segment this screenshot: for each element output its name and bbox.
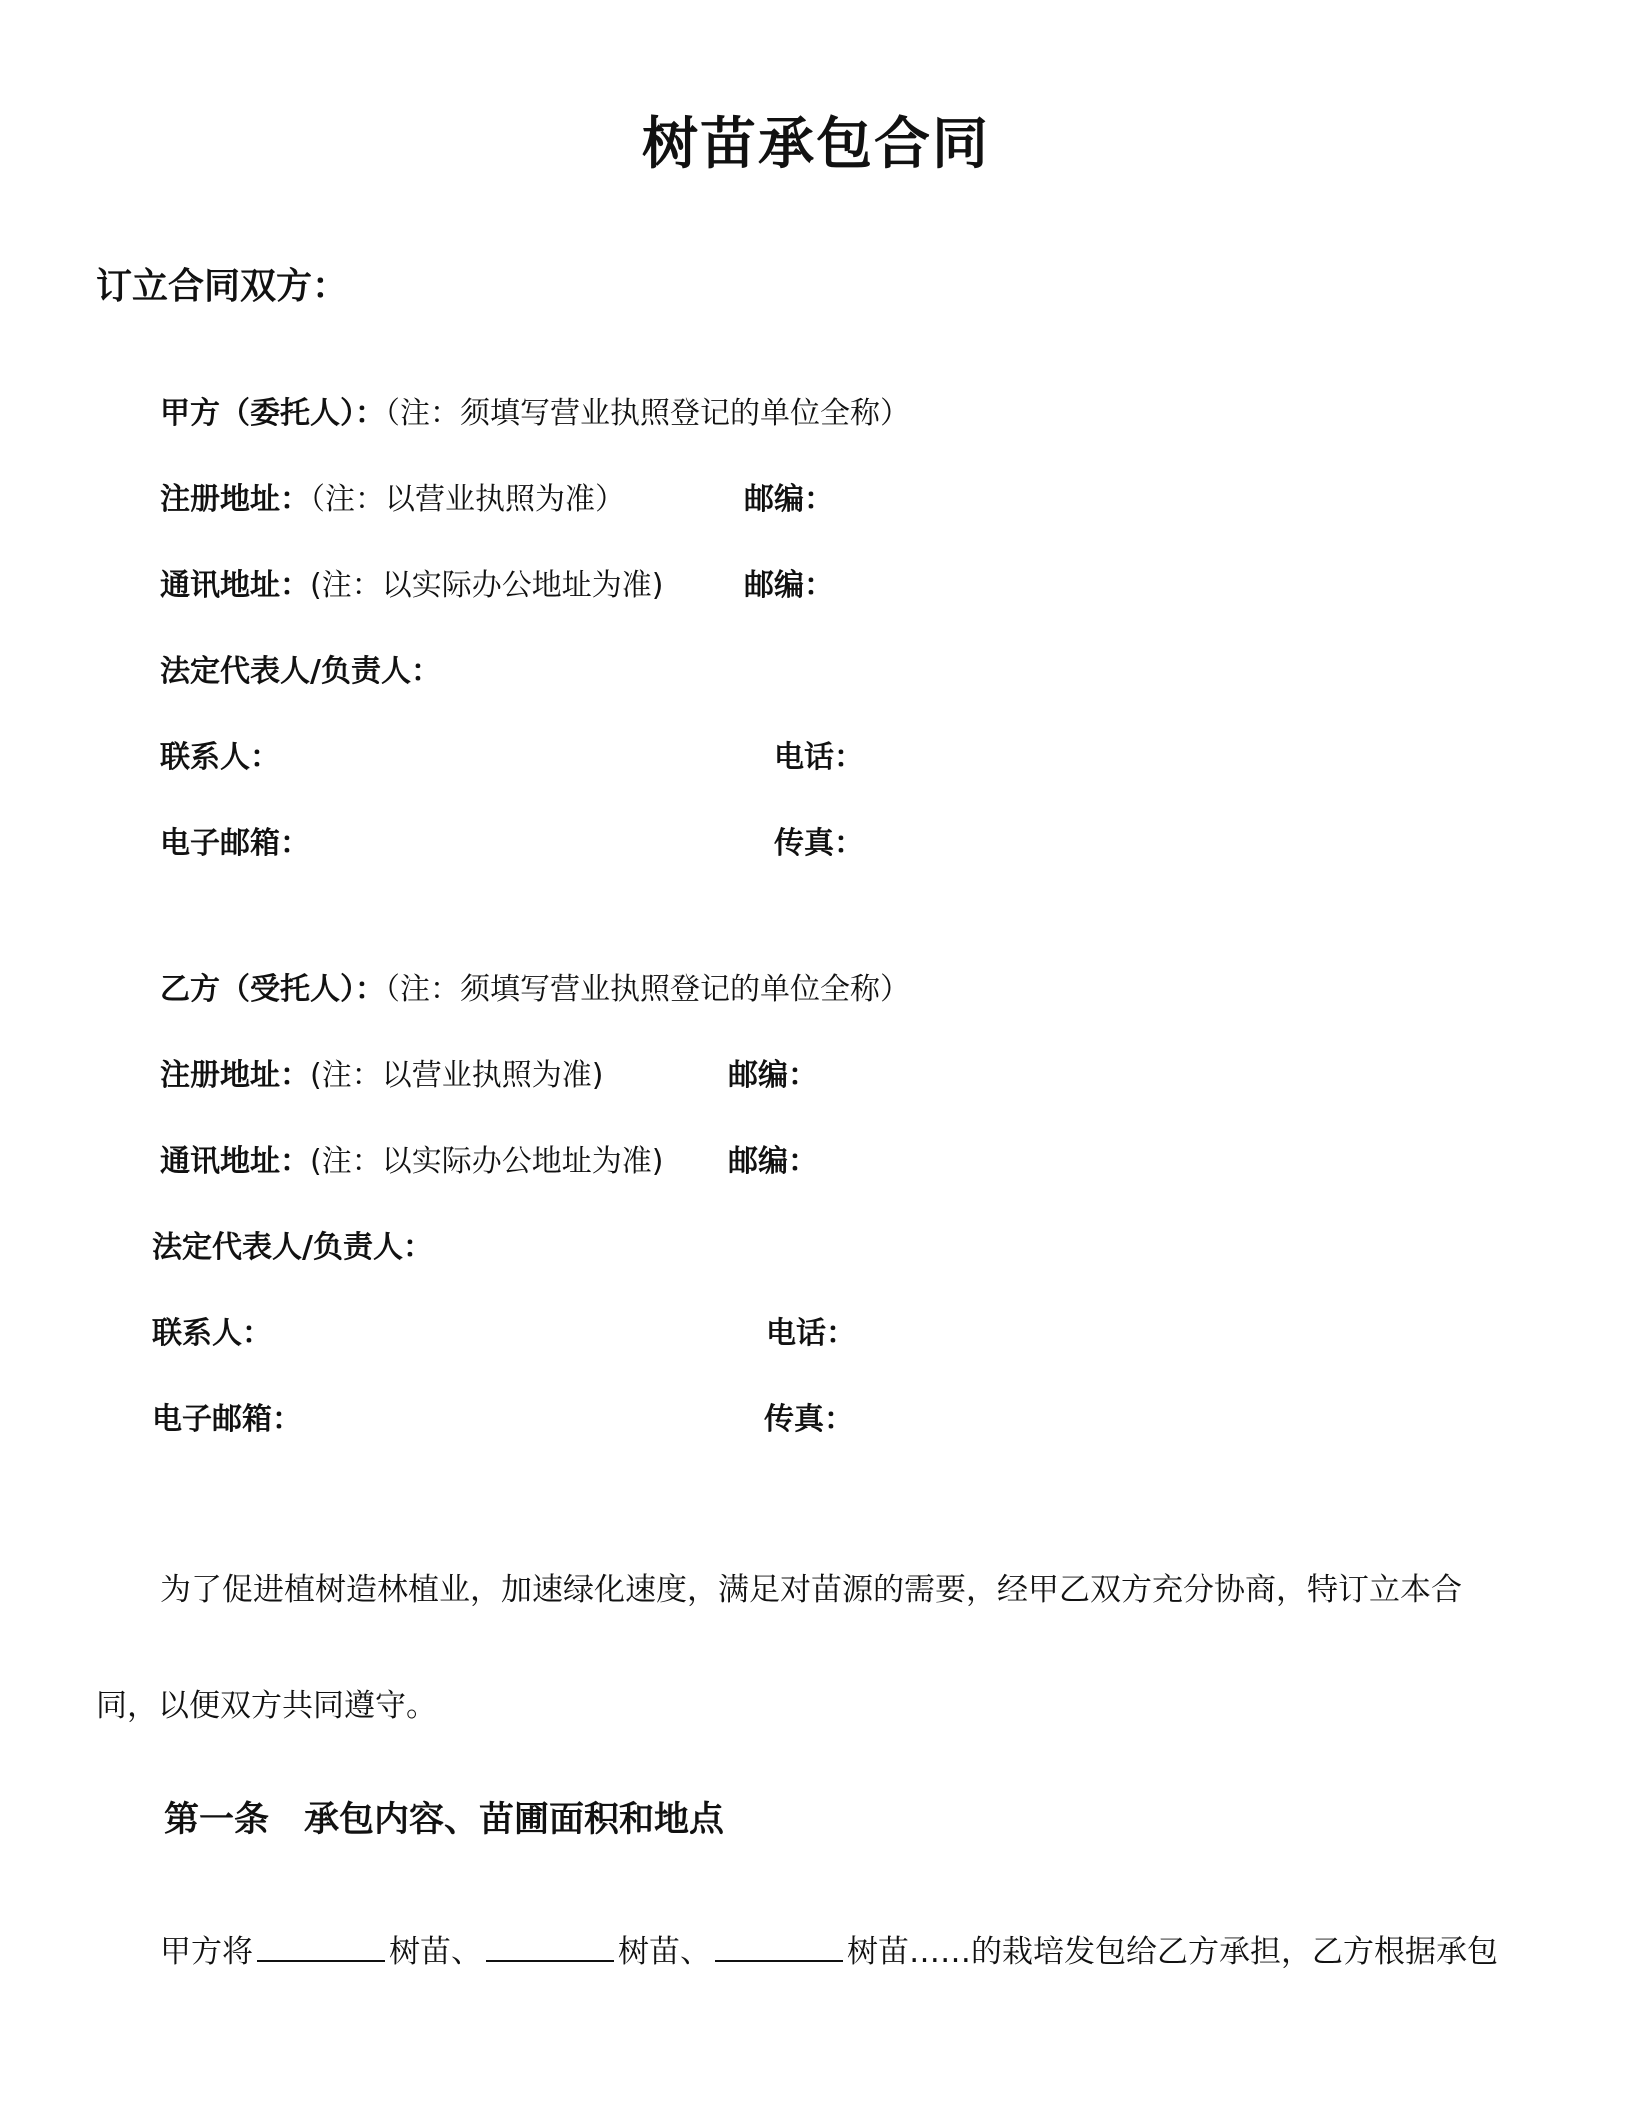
- preamble-line-2: 同，以便双方共同遵守。: [96, 1688, 437, 1724]
- fill-blank-2[interactable]: [486, 1930, 614, 1962]
- parties-heading: 订立合同双方：: [96, 266, 349, 307]
- party-a-mail-address-note: (注：以实际办公地址为准): [310, 568, 664, 603]
- party-b-mail-address-note: (注：以实际办公地址为准): [310, 1144, 664, 1179]
- party-a-name-row: [160, 388, 910, 432]
- party-a-reg-zip-label: 邮编：: [744, 482, 834, 517]
- party-b-reg-address-label: 注册地址：: [160, 1058, 310, 1093]
- article-1-seg-3: 树苗、: [618, 1934, 711, 1970]
- party-a-mail-address-row: [160, 560, 663, 604]
- article-1-seg-1: 甲方将: [160, 1934, 253, 1970]
- document-title: 树苗承包合同: [642, 112, 990, 177]
- party-b-name-row: [160, 964, 910, 1008]
- party-a-mail-zip-label: 邮编：: [744, 568, 834, 603]
- party-a-name-label: 甲方（委托人）：: [160, 396, 385, 431]
- party-b-reg-address-row: [160, 1050, 603, 1094]
- preamble-line-1: 为了促进植树造林植业，加速绿化速度，满足对苗源的需要，经甲乙双方充分协商，特订立本合: [160, 1572, 1462, 1608]
- party-a-legal-rep-label: 法定代表人/负责人：: [160, 654, 441, 689]
- party-a-name-note: （注：须填写营业执照登记的单位全称）: [385, 396, 910, 431]
- party-a-email-label: 电子邮箱：: [160, 826, 310, 861]
- party-b-name-label: 乙方（受托人）：: [160, 972, 385, 1007]
- fill-blank-3[interactable]: [715, 1930, 843, 1962]
- party-a-reg-address-label: 注册地址：: [160, 482, 310, 517]
- party-a-reg-address-note: （注：以营业执照为准）: [310, 482, 625, 517]
- article-1-seg-4: 树苗……的栽培发包给乙方承担，乙方根据承包: [847, 1934, 1498, 1970]
- party-a-mail-address-label: 通讯地址：: [160, 568, 310, 603]
- party-b-contact-label: 联系人：: [152, 1316, 272, 1351]
- party-b-reg-zip-label: 邮编：: [728, 1058, 818, 1093]
- party-b-mail-zip-label: 邮编：: [728, 1144, 818, 1179]
- party-a-reg-address-row: [160, 474, 625, 518]
- party-b-mail-address-row: [160, 1136, 663, 1180]
- fill-blank-1[interactable]: [257, 1930, 385, 1962]
- party-b-name-note: （注：须填写营业执照登记的单位全称）: [385, 972, 910, 1007]
- party-a-fax-label: 传真：: [774, 826, 864, 861]
- article-1-seg-2: 树苗、: [389, 1934, 482, 1970]
- party-b-reg-address-note: (注：以营业执照为准): [310, 1058, 604, 1093]
- party-b-phone-label: 电话：: [766, 1316, 856, 1351]
- party-a-phone-label: 电话：: [774, 740, 864, 775]
- article-1-body: [160, 1926, 1498, 1971]
- article-1-heading: 第一条 承包内容、苗圃面积和地点: [164, 1800, 725, 1840]
- party-b-fax-label: 传真：: [764, 1402, 854, 1437]
- party-a-contact-label: 联系人：: [160, 740, 280, 775]
- party-b-mail-address-label: 通讯地址：: [160, 1144, 310, 1179]
- party-b-email-label: 电子邮箱：: [152, 1402, 302, 1437]
- party-b-legal-rep-label: 法定代表人/负责人：: [152, 1230, 433, 1265]
